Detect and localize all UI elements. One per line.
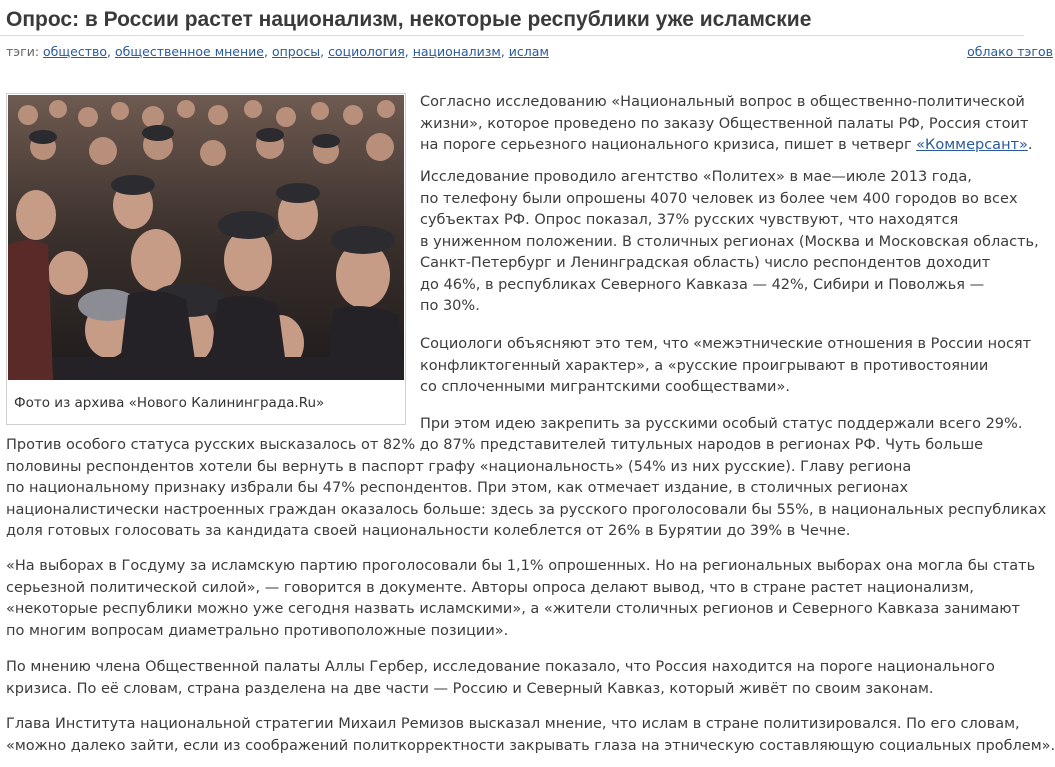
paragraph-6: [6, 657, 995, 700]
paragraph-2-line: по 30%.: [420, 298, 480, 314]
paragraph-7-line: Глава Института национальной стратегии Михаил Ремизов высказал мнение, что ислам в стране политизировался. По его словам,: [6, 716, 1020, 732]
paragraph-4: [6, 435, 1046, 543]
paragraph-5: [6, 556, 1035, 642]
paragraph-2-line: субъектах РФ. Опрос показал, 37% русских чувствуют, что находятся: [420, 212, 959, 228]
paragraph-7: [6, 714, 1055, 757]
tag-link-obshchestvennoe-mnenie[interactable]: общественное мнение: [115, 44, 264, 59]
tags-bar: тэги: общество, общественное мнение, опросы, социология, национализм, ислам: [6, 44, 549, 59]
title-divider: [0, 35, 1024, 36]
paragraph-5-line: «На выборах в Госдуму за исламскую партию проголосовали бы 1,1% опрошенных. Но на региональных выборах она могла бы стать: [6, 558, 1036, 574]
paragraph-3: [420, 334, 1031, 399]
crowd-photo: [8, 95, 404, 380]
paragraph-4-first-line: При этом идею закрепить за русскими особый статус поддержали всего 29%.: [420, 416, 1023, 432]
paragraph-4-line: доля готовых голосовать за кандидата своей национальности колеблется от 26% в Бурятии до 39% в Чечне.: [6, 523, 851, 539]
tag-link-obshchestvo[interactable]: общество: [43, 44, 108, 59]
tag-link-islam[interactable]: ислам: [508, 44, 549, 59]
article-figure: [6, 93, 406, 425]
tag-cloud-link[interactable]: облако тэгов: [967, 44, 1053, 59]
paragraph-4-line: по национальному признаку избрали бы 47% респондентов. При этом, как отмечает издание, в столичных регионах: [6, 480, 909, 496]
article-title: Опрос: в России растет национализм, некоторые республики уже исламские: [6, 8, 812, 31]
paragraph-2-line: Санкт-Петербург и Ленинградская область) число респондентов доходит: [420, 255, 991, 271]
kommersant-link[interactable]: «Коммерсант»: [916, 137, 1028, 153]
paragraph-1-line: Согласно исследованию «Национальный вопрос в общественно-политической: [420, 94, 1025, 110]
paragraph-3-line: Социологи объясняют это тем, что «межэтнические отношения в России носят: [420, 336, 1032, 352]
photo-caption: Фото из архива «Нового Калининграда.Ru»: [14, 395, 325, 411]
paragraph-3-line: конфликтогенный характер», а «русские проигрывают в противостоянии: [420, 357, 989, 374]
paragraph-4-line: половины респондентов хотели бы вернуть в паспорт графу «национальность» (54% из них русские). Главу региона: [6, 458, 912, 475]
paragraph-5-line: по многим вопросам диаметрально противоположные позиции».: [6, 622, 509, 639]
paragraph-4-line: Против особого статуса русских высказалось от 82% до 87% представителей титульных народов в регионах РФ. Чуть больше: [6, 437, 984, 453]
paragraph-5-line: «некоторые республики можно уже сегодня назвать исламскими», а «жители столичных регионов и Северного Кавказа занимают: [6, 601, 1020, 617]
paragraph-2-line: по телефону были опрошены 4070 человек из более чем 400 городов во всех: [420, 190, 1018, 207]
paragraph-2-line: в униженном положении. В столичных регионах (Москва и Московская область,: [420, 233, 1039, 250]
paragraph-1: [420, 92, 1032, 157]
paragraph-1-period: .: [1027, 137, 1033, 153]
tags-label: тэги:: [6, 44, 40, 59]
paragraph-2: [420, 167, 1039, 318]
paragraph-4-line: националистически настроенных граждан оказалось больше: здесь за русского проголосовали бы 55%, в национальных республиках: [6, 501, 1047, 518]
paragraph-2-line: до 46%, в республиках Северного Кавказа — 42%, Сибири и Поволжья —: [420, 276, 985, 293]
paragraph-1-line: жизни», которое проведено по заказу Общественной палаты РФ, Россия стоит: [420, 115, 1029, 132]
paragraph-6-line: кризиса. По её словам, страна разделена на две части — Россию и Северный Кавказ, который живёт по своим законам.: [6, 680, 934, 697]
paragraph-2-line: Исследование проводило агентство «Политех» в мае—июле 2013 года,: [420, 169, 972, 185]
paragraph-3-line: со сплоченными мигрантскими сообществами».: [420, 379, 790, 395]
tag-link-sotsiologiya[interactable]: социология: [328, 44, 405, 59]
tag-link-natsionalizm[interactable]: национализм: [412, 44, 501, 59]
paragraph-6-line: По мнению члена Общественной палаты Аллы Гербер, исследование показало, что Россия находится на пороге национального: [6, 659, 995, 675]
paragraph-7-line: «можно далеко зайти, если из соображений политкорректности закрывать глаза на этническую составляющую социальных проблем».: [6, 737, 1055, 754]
paragraph-5-line: серьезной политической силой», — говорится в документе. Авторы опроса делают вывод, что в стране растет национализм,: [6, 579, 974, 596]
tag-link-oprosy[interactable]: опросы: [271, 44, 321, 59]
paragraph-1-line: на пороге серьезного национального кризиса, пишет в четверг: [420, 137, 917, 153]
